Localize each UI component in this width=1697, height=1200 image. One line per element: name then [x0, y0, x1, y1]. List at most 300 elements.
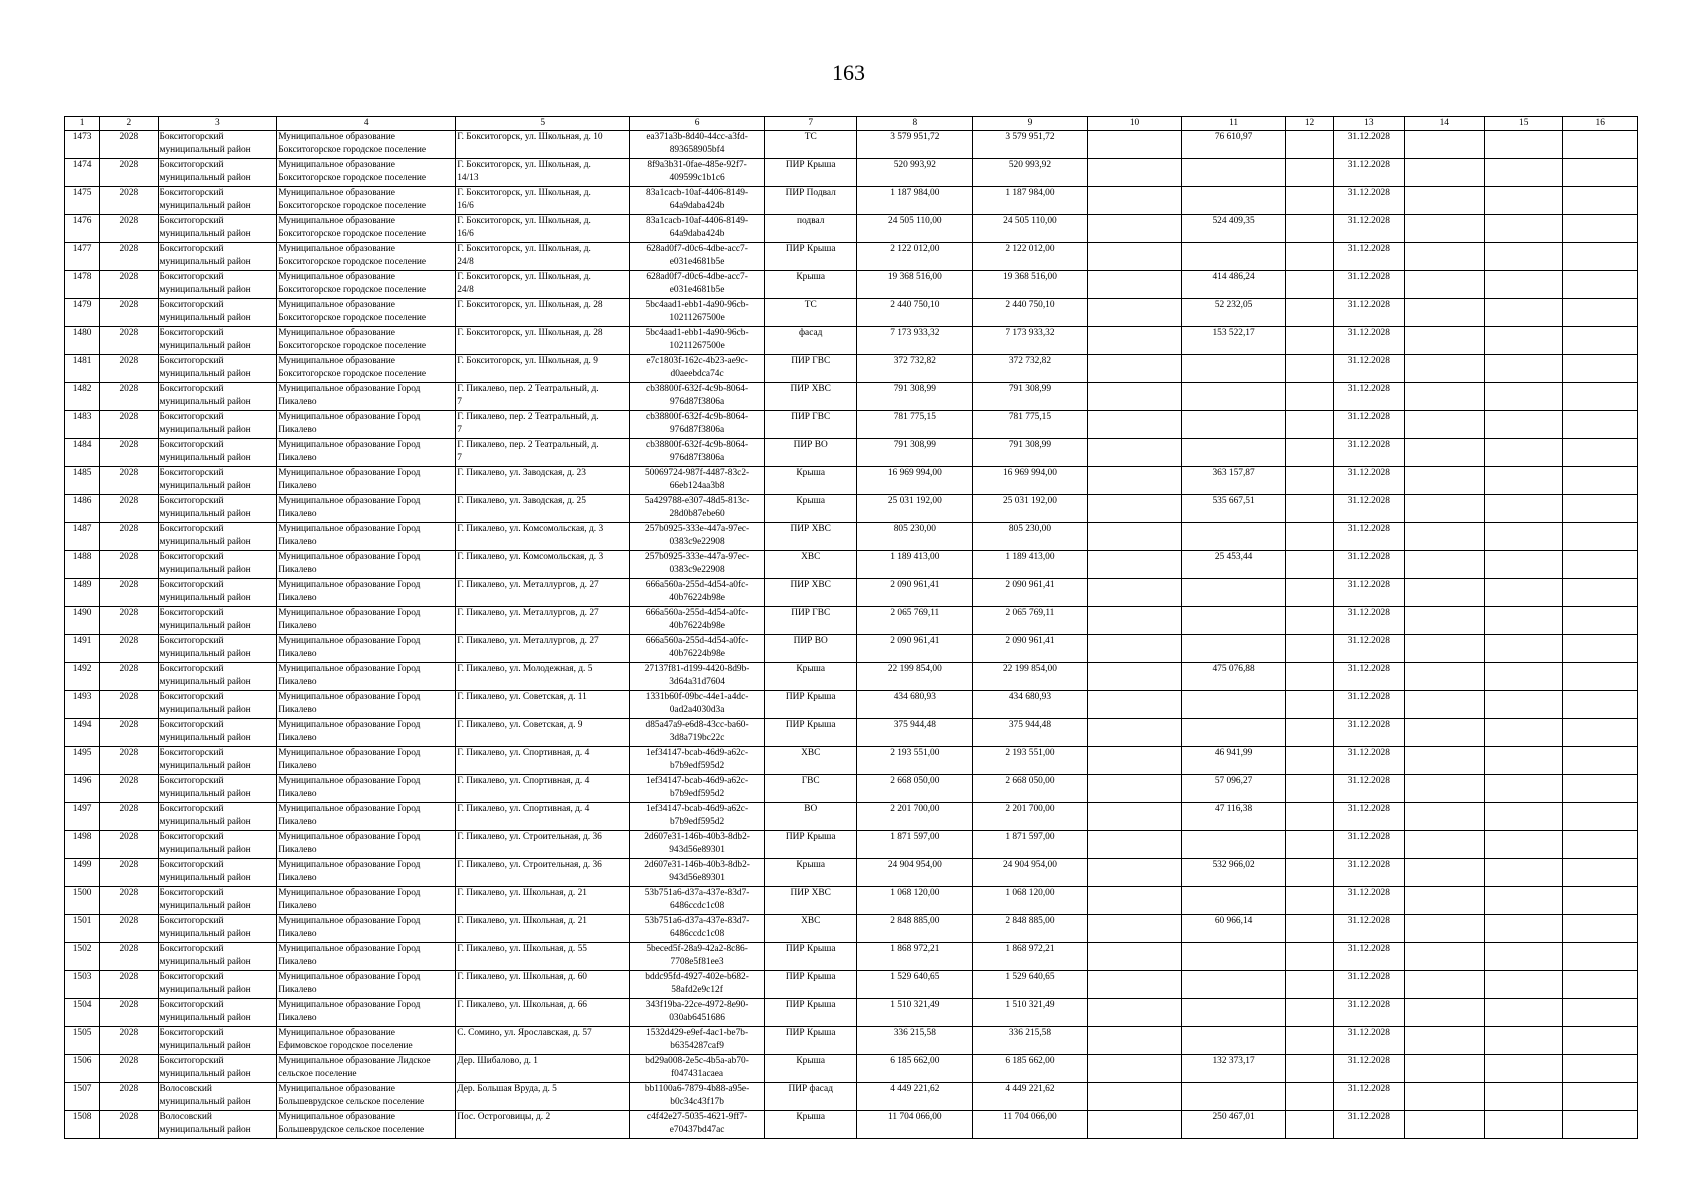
house-id-cell-line: 5bc4aad1-ebb1-4a90-96cb-	[645, 328, 749, 338]
municipality-cell-line: Муниципальное образование Город	[278, 832, 421, 842]
house-id-cell-line: 10211267500e	[669, 341, 725, 352]
col12-cell	[1285, 1083, 1333, 1111]
table-row	[65, 747, 1638, 775]
column-header: 12	[1285, 117, 1333, 131]
col16-cell	[1563, 747, 1638, 775]
district-cell	[158, 775, 277, 803]
row-number: 1490	[65, 607, 100, 635]
work-type-cell: Крыша	[764, 1111, 857, 1139]
address-cell-line: Г. Пикалево, ул. Советская, д. 11	[457, 692, 587, 702]
address-cell-line: Г. Пикалево, ул. Комсомольская, д. 3	[457, 524, 604, 534]
municipality-cell	[277, 1027, 456, 1055]
col10-cell	[1087, 551, 1182, 579]
col12-cell	[1285, 243, 1333, 271]
col15-cell	[1484, 971, 1562, 999]
col16-cell	[1563, 439, 1638, 467]
cost-total-cell: 434 680,93	[857, 691, 973, 719]
address-cell	[456, 383, 630, 411]
col11-cell	[1182, 999, 1286, 1027]
district-cell	[158, 719, 277, 747]
municipality-cell-line: Муниципальное образование Город	[278, 916, 421, 926]
address-cell	[456, 215, 630, 243]
municipality-cell-line: Пикалево	[278, 733, 317, 744]
district-cell	[158, 999, 277, 1027]
column-header: 2	[100, 117, 158, 131]
cost-total-cell: 6 185 662,00	[857, 1055, 973, 1083]
cost-total-cell: 2 440 750,10	[857, 299, 973, 327]
district-cell-line: муниципальный район	[159, 817, 251, 828]
municipality-cell-line: Пикалево	[278, 817, 317, 828]
municipality-cell-line: Большеврудское сельское поселение	[278, 1097, 425, 1108]
municipality-cell	[277, 383, 456, 411]
municipality-cell-line: Пикалево	[278, 789, 317, 800]
row-number: 1487	[65, 523, 100, 551]
house-id-cell-line: 030ab6451686	[669, 1013, 725, 1024]
house-id-cell	[630, 159, 765, 187]
address-cell	[456, 635, 630, 663]
table-row	[65, 1111, 1638, 1139]
cost-total-cell: 1 868 972,21	[857, 943, 973, 971]
house-id-cell	[630, 859, 765, 887]
district-cell-line: муниципальный район	[159, 481, 251, 492]
district-cell-line: муниципальный район	[159, 901, 251, 912]
address-cell-line: Г. Пикалево, ул. Заводская, д. 23	[457, 468, 586, 478]
cost-fund-cell: 24 904 954,00	[973, 859, 1088, 887]
year-cell: 2028	[100, 187, 158, 215]
house-id-cell-line: 2d607e31-146b-40b3-8db2-	[644, 860, 750, 870]
deadline-cell: 31.12.2028	[1334, 775, 1404, 803]
work-type-cell: Крыша	[764, 495, 857, 523]
row-number: 1482	[65, 383, 100, 411]
house-id-cell-line: cb38800f-632f-4c9b-8064-	[646, 440, 749, 450]
col12-cell	[1285, 131, 1333, 159]
col16-cell	[1563, 971, 1638, 999]
house-id-cell	[630, 1111, 765, 1139]
col12-cell	[1285, 803, 1333, 831]
municipality-cell-line: Муниципальное образование Город	[278, 636, 421, 646]
col14-cell	[1404, 579, 1484, 607]
cost-total-cell: 7 173 933,32	[857, 327, 973, 355]
col11-cell	[1182, 607, 1286, 635]
district-cell-line: Бокситогорский	[159, 328, 224, 338]
deadline-cell: 31.12.2028	[1334, 999, 1404, 1027]
house-id-cell-line: 53b751a6-d37a-437e-83d7-	[644, 916, 750, 926]
col12-cell	[1285, 775, 1333, 803]
house-id-cell-line: 976d87f3806a	[669, 425, 725, 436]
municipality-cell-line: Бокситогорское городское поселение	[278, 285, 427, 296]
col16-cell	[1563, 523, 1638, 551]
address-cell-line: Г. Бокситогорск, ул. Школьная, д.	[457, 188, 591, 198]
district-cell-line: Бокситогорский	[159, 972, 224, 982]
municipality-cell	[277, 831, 456, 859]
address-cell-line: 24/8	[457, 285, 474, 296]
address-cell-line: 16/6	[457, 229, 474, 240]
house-id-cell-line: 943d56e89301	[669, 873, 725, 884]
district-cell	[158, 215, 277, 243]
district-cell-line: муниципальный район	[159, 985, 251, 996]
page-number: 163	[832, 60, 865, 85]
district-cell-line: муниципальный район	[159, 845, 251, 856]
address-cell-line: Г. Пикалево, пер. 2 Театральный, д.	[457, 384, 599, 394]
col14-cell	[1404, 1111, 1484, 1139]
district-cell-line: Бокситогорский	[159, 1056, 224, 1066]
municipality-cell-line: Пикалево	[278, 621, 317, 632]
col14-cell	[1404, 663, 1484, 691]
year-cell: 2028	[100, 467, 158, 495]
municipality-cell-line: Муниципальное образование Город	[278, 748, 421, 758]
col15-cell	[1484, 131, 1562, 159]
col14-cell	[1404, 383, 1484, 411]
house-id-cell-line: 2d607e31-146b-40b3-8db2-	[644, 832, 750, 842]
col14-cell	[1404, 887, 1484, 915]
district-cell	[158, 831, 277, 859]
house-id-cell	[630, 999, 765, 1027]
district-cell	[158, 1055, 277, 1083]
col10-cell	[1087, 1083, 1182, 1111]
work-type-cell: фасад	[764, 327, 857, 355]
address-cell-line: Дер. Большая Вруда, д. 5	[457, 1084, 557, 1094]
col11-cell: 132 373,17	[1182, 1055, 1286, 1083]
col11-cell	[1182, 243, 1286, 271]
deadline-cell: 31.12.2028	[1334, 439, 1404, 467]
house-id-cell	[630, 299, 765, 327]
row-number: 1506	[65, 1055, 100, 1083]
col14-cell	[1404, 971, 1484, 999]
col16-cell	[1563, 131, 1638, 159]
address-cell	[456, 607, 630, 635]
col12-cell	[1285, 943, 1333, 971]
municipality-cell-line: Муниципальное образование Город	[278, 776, 421, 786]
year-cell: 2028	[100, 243, 158, 271]
year-cell: 2028	[100, 1055, 158, 1083]
house-id-cell	[630, 551, 765, 579]
municipality-cell-line: Муниципальное образование Город	[278, 860, 421, 870]
col11-cell: 475 076,88	[1182, 663, 1286, 691]
cost-total-cell: 372 732,82	[857, 355, 973, 383]
house-id-cell-line: bd29a008-2e5c-4b5a-ab70-	[645, 1056, 749, 1066]
row-number: 1483	[65, 411, 100, 439]
house-id-cell-line: cb38800f-632f-4c9b-8064-	[646, 384, 749, 394]
table-row	[65, 803, 1638, 831]
col16-cell	[1563, 915, 1638, 943]
municipality-cell-line: Пикалево	[278, 509, 317, 520]
district-cell	[158, 887, 277, 915]
year-cell: 2028	[100, 775, 158, 803]
district-cell-line: муниципальный район	[159, 397, 251, 408]
col16-cell	[1563, 383, 1638, 411]
municipality-cell	[277, 243, 456, 271]
address-cell	[456, 1027, 630, 1055]
municipality-cell	[277, 467, 456, 495]
row-number: 1492	[65, 663, 100, 691]
address-cell	[456, 327, 630, 355]
year-cell: 2028	[100, 971, 158, 999]
table-row	[65, 495, 1638, 523]
district-cell-line: Бокситогорский	[159, 188, 224, 198]
address-cell	[456, 943, 630, 971]
district-cell-line: муниципальный район	[159, 733, 251, 744]
cost-fund-cell: 6 185 662,00	[973, 1055, 1088, 1083]
deadline-cell: 31.12.2028	[1334, 663, 1404, 691]
house-id-cell	[630, 215, 765, 243]
district-cell-line: Волосовский	[159, 1112, 212, 1122]
address-cell-line: 24/8	[457, 257, 474, 268]
district-cell	[158, 187, 277, 215]
cost-fund-cell: 1 871 597,00	[973, 831, 1088, 859]
year-cell: 2028	[100, 607, 158, 635]
address-cell	[456, 663, 630, 691]
house-id-cell-line: 8f9a3b31-0fae-485e-92f7-	[647, 160, 747, 170]
address-cell-line: 14/13	[457, 173, 479, 184]
municipality-cell-line: Муниципальное образование Город	[278, 692, 421, 702]
col14-cell	[1404, 243, 1484, 271]
work-type-cell: Крыша	[764, 859, 857, 887]
col15-cell	[1484, 215, 1562, 243]
municipality-cell-line: Муниципальное образование Город	[278, 804, 421, 814]
deadline-cell: 31.12.2028	[1334, 299, 1404, 327]
table-row	[65, 635, 1638, 663]
house-id-cell	[630, 579, 765, 607]
house-id-cell-line: 0383c9e22908	[669, 537, 725, 548]
district-cell-line: Бокситогорский	[159, 244, 224, 254]
district-cell-line: Бокситогорский	[159, 524, 224, 534]
cost-fund-cell: 372 732,82	[973, 355, 1088, 383]
address-cell-line: Г. Бокситогорск, ул. Школьная, д. 9	[457, 356, 598, 366]
year-cell: 2028	[100, 271, 158, 299]
district-cell	[158, 243, 277, 271]
cost-fund-cell: 1 510 321,49	[973, 999, 1088, 1027]
col15-cell	[1484, 999, 1562, 1027]
district-cell-line: муниципальный район	[159, 789, 251, 800]
district-cell-line: Бокситогорский	[159, 608, 224, 618]
district-cell	[158, 915, 277, 943]
col15-cell	[1484, 943, 1562, 971]
deadline-cell: 31.12.2028	[1334, 1027, 1404, 1055]
district-cell-line: Бокситогорский	[159, 1028, 224, 1038]
municipality-cell	[277, 971, 456, 999]
address-cell	[456, 719, 630, 747]
cost-total-cell: 2 193 551,00	[857, 747, 973, 775]
column-header: 10	[1087, 117, 1182, 131]
col12-cell	[1285, 159, 1333, 187]
cost-fund-cell: 24 505 110,00	[973, 215, 1088, 243]
cost-fund-cell: 1 187 984,00	[973, 187, 1088, 215]
col14-cell	[1404, 999, 1484, 1027]
col12-cell	[1285, 215, 1333, 243]
address-cell	[456, 131, 630, 159]
district-cell-line: муниципальный район	[159, 229, 251, 240]
deadline-cell: 31.12.2028	[1334, 691, 1404, 719]
address-cell	[456, 355, 630, 383]
district-cell-line: Бокситогорский	[159, 776, 224, 786]
deadline-cell: 31.12.2028	[1334, 971, 1404, 999]
col16-cell	[1563, 187, 1638, 215]
municipality-cell-line: Муниципальное образование Город	[278, 608, 421, 618]
municipality-cell-line: Бокситогорское городское поселение	[278, 257, 427, 268]
municipality-cell-line: Муниципальное образование	[278, 216, 395, 226]
municipality-cell-line: Пикалево	[278, 873, 317, 884]
col10-cell	[1087, 495, 1182, 523]
cost-total-cell: 1 187 984,00	[857, 187, 973, 215]
municipality-cell	[277, 551, 456, 579]
district-cell-line: Бокситогорский	[159, 860, 224, 870]
municipality-cell-line: Муниципальное образование	[278, 1028, 395, 1038]
house-id-cell-line: 5beced5f-28a9-42a2-8c86-	[646, 944, 748, 954]
district-cell-line: муниципальный район	[159, 537, 251, 548]
district-cell-line: Бокситогорский	[159, 888, 224, 898]
municipality-cell-line: Муниципальное образование	[278, 1112, 395, 1122]
table-row	[65, 551, 1638, 579]
row-number: 1494	[65, 719, 100, 747]
col14-cell	[1404, 467, 1484, 495]
col11-cell: 524 409,35	[1182, 215, 1286, 243]
address-cell	[456, 775, 630, 803]
row-number: 1480	[65, 327, 100, 355]
address-cell-line: Г. Пикалево, ул. Школьная, д. 21	[457, 916, 587, 926]
table-row	[65, 439, 1638, 467]
col15-cell	[1484, 1055, 1562, 1083]
work-type-cell: ПИР ХВС	[764, 887, 857, 915]
col12-cell	[1285, 467, 1333, 495]
address-cell	[456, 803, 630, 831]
district-cell	[158, 971, 277, 999]
work-type-cell: подвал	[764, 215, 857, 243]
house-id-cell-line: d85a47a9-e6d8-43cc-ba60-	[645, 720, 749, 730]
municipality-cell-line: Муниципальное образование Город	[278, 944, 421, 954]
address-cell-line: Пос. Остроговицы, д. 2	[457, 1112, 551, 1122]
column-header: 3	[158, 117, 277, 131]
work-type-cell: ПИР Крыша	[764, 999, 857, 1027]
house-id-cell-line: 1331b60f-09bc-44e1-a4dc-	[645, 692, 749, 702]
municipality-cell-line: Муниципальное образование Город	[278, 440, 421, 450]
house-id-cell-line: e031e4681b5e	[669, 257, 725, 268]
district-cell-line: Бокситогорский	[159, 692, 224, 702]
address-cell-line: Г. Пикалево, ул. Спортивная, д. 4	[457, 776, 590, 786]
col11-cell: 57 096,27	[1182, 775, 1286, 803]
cost-fund-cell: 2 193 551,00	[973, 747, 1088, 775]
house-id-cell	[630, 1027, 765, 1055]
col15-cell	[1484, 1111, 1562, 1139]
house-id-cell-line: 64a9daba424b	[669, 201, 725, 212]
municipality-cell	[277, 439, 456, 467]
house-id-cell-line: 1ef34147-bcab-46d9-a62c-	[646, 748, 749, 758]
house-id-cell-line: 6486ccdc1c08	[669, 929, 725, 940]
municipality-cell-line: Муниципальное образование Город	[278, 412, 421, 422]
house-id-cell-line: 3d64a31d7604	[669, 677, 725, 688]
deadline-cell: 31.12.2028	[1334, 467, 1404, 495]
district-cell-line: Бокситогорский	[159, 356, 224, 366]
col15-cell	[1484, 187, 1562, 215]
deadline-cell: 31.12.2028	[1334, 719, 1404, 747]
municipality-cell	[277, 635, 456, 663]
address-cell-line: Г. Пикалево, ул. Школьная, д. 66	[457, 1000, 587, 1010]
col10-cell	[1087, 635, 1182, 663]
district-cell-line: муниципальный район	[159, 565, 251, 576]
house-id-cell-line: e7c1803f-162c-4b23-ae9c-	[646, 356, 748, 366]
district-cell-line: Бокситогорский	[159, 944, 224, 954]
municipality-cell	[277, 915, 456, 943]
address-cell	[456, 1083, 630, 1111]
deadline-cell: 31.12.2028	[1334, 215, 1404, 243]
col16-cell	[1563, 1055, 1638, 1083]
municipality-cell-line: Муниципальное образование Город	[278, 384, 421, 394]
col15-cell	[1484, 243, 1562, 271]
col16-cell	[1563, 803, 1638, 831]
municipality-cell	[277, 999, 456, 1027]
col10-cell	[1087, 831, 1182, 859]
district-cell	[158, 439, 277, 467]
cost-total-cell: 24 505 110,00	[857, 215, 973, 243]
house-id-cell-line: 666a560a-255d-4d54-a0fc-	[645, 636, 749, 646]
work-type-cell: ТС	[764, 131, 857, 159]
house-id-cell	[630, 663, 765, 691]
column-header: 15	[1484, 117, 1562, 131]
col14-cell	[1404, 915, 1484, 943]
house-id-cell-line: 1ef34147-bcab-46d9-a62c-	[646, 804, 749, 814]
house-id-cell	[630, 187, 765, 215]
district-cell	[158, 1027, 277, 1055]
row-number: 1473	[65, 131, 100, 159]
col12-cell	[1285, 411, 1333, 439]
row-number: 1503	[65, 971, 100, 999]
municipality-cell-line: Муниципальное образование	[278, 244, 395, 254]
municipality-cell-line: Муниципальное образование Город	[278, 524, 421, 534]
row-number: 1477	[65, 243, 100, 271]
deadline-cell: 31.12.2028	[1334, 607, 1404, 635]
district-cell	[158, 663, 277, 691]
house-id-cell-line: 0383c9e22908	[669, 565, 725, 576]
col10-cell	[1087, 159, 1182, 187]
cost-fund-cell: 1 868 972,21	[973, 943, 1088, 971]
col15-cell	[1484, 159, 1562, 187]
address-cell-line: Г. Пикалево, пер. 2 Театральный, д.	[457, 412, 599, 422]
year-cell: 2028	[100, 943, 158, 971]
address-cell	[456, 1111, 630, 1139]
municipality-cell	[277, 1083, 456, 1111]
col12-cell	[1285, 523, 1333, 551]
col12-cell	[1285, 719, 1333, 747]
municipality-cell-line: Бокситогорское городское поселение	[278, 341, 427, 352]
col10-cell	[1087, 943, 1182, 971]
district-cell	[158, 467, 277, 495]
house-id-cell	[630, 327, 765, 355]
col10-cell	[1087, 187, 1182, 215]
column-header: 5	[456, 117, 630, 131]
row-number: 1493	[65, 691, 100, 719]
municipality-cell	[277, 607, 456, 635]
col15-cell	[1484, 1027, 1562, 1055]
address-cell-line: Г. Пикалево, ул. Советская, д. 9	[457, 720, 583, 730]
col16-cell	[1563, 551, 1638, 579]
district-cell-line: Бокситогорский	[159, 384, 224, 394]
municipality-cell-line: Пикалево	[278, 957, 317, 968]
district-cell-line: Бокситогорский	[159, 580, 224, 590]
municipality-cell-line: Пикалево	[278, 705, 317, 716]
work-type-cell: ПИР ВО	[764, 635, 857, 663]
address-cell	[456, 579, 630, 607]
district-cell-line: Бокситогорский	[159, 496, 224, 506]
address-cell	[456, 859, 630, 887]
house-id-cell	[630, 1083, 765, 1111]
row-number: 1508	[65, 1111, 100, 1139]
address-cell	[456, 887, 630, 915]
table-row	[65, 327, 1638, 355]
work-type-cell: ПИР Крыша	[764, 243, 857, 271]
address-cell-line: Г. Бокситогорск, ул. Школьная, д. 28	[457, 300, 603, 310]
cost-total-cell: 1 871 597,00	[857, 831, 973, 859]
municipality-cell	[277, 131, 456, 159]
col14-cell	[1404, 635, 1484, 663]
